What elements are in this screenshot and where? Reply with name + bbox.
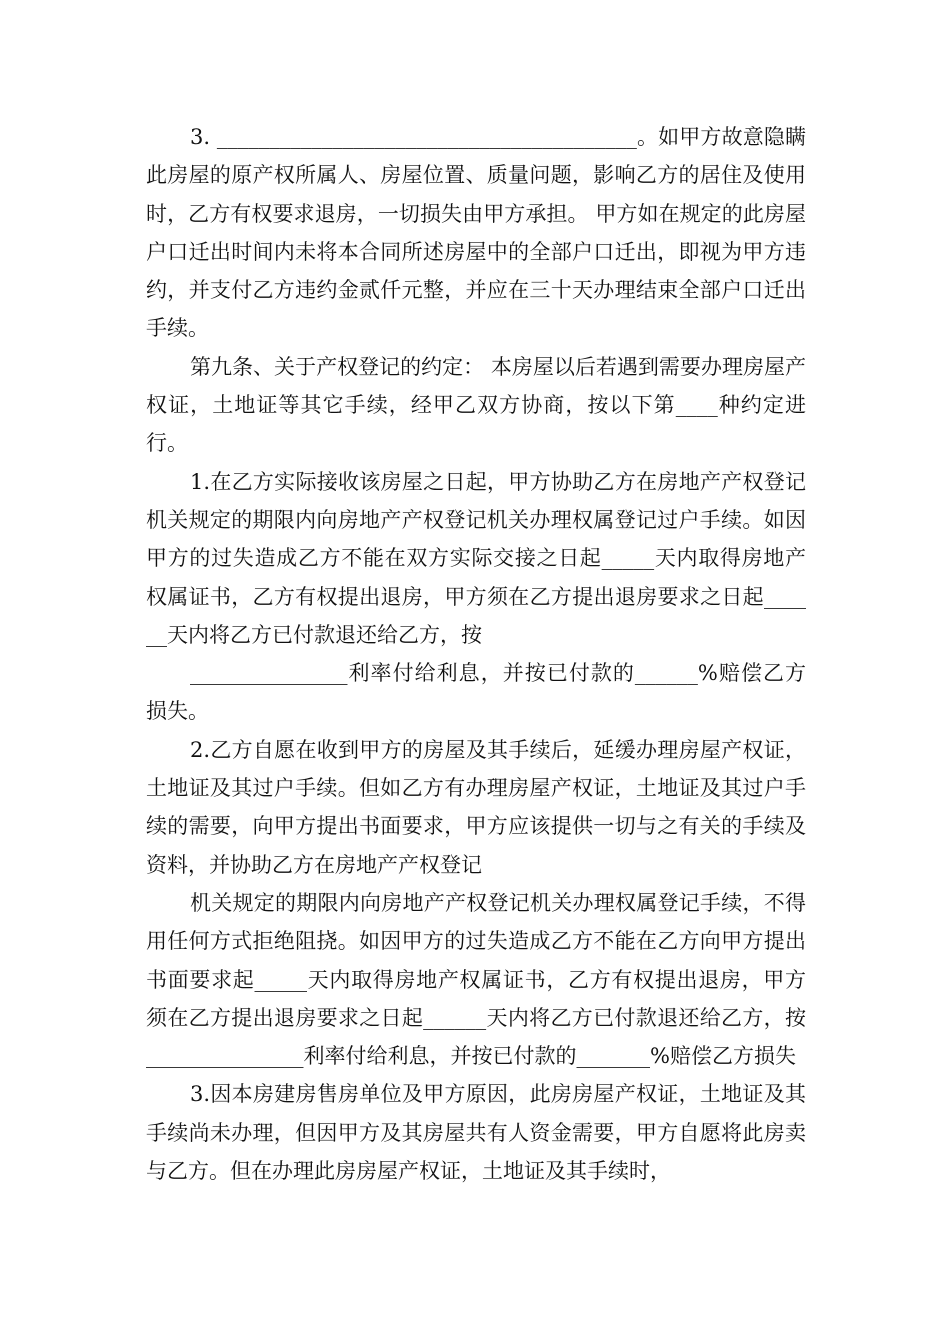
clause-paragraph: 2.乙方自愿在收到甲方的房屋及其手续后，延缓办理房屋产权证，土地证及其过户手续。但如乙方有办理房屋产权证，土地证及其过户手续的需要，向甲方提出书面要求，甲方应该提供一切与之有关的手续及资料，并协助乙方在房地产产权登记 [146, 737, 806, 877]
clause-paragraph: 3.因本房建房售房单位及甲方原因，此房房屋产权证，土地证及其手续尚未办理，但因甲方及其房屋共有人资金需要，甲方自愿将此房卖与乙方。但在办理此房房屋产权证，土地证及其手续时， [146, 1082, 806, 1184]
clause-paragraph: 1.在乙方实际接收该房屋之日起，甲方协助乙方在房地产产权登记机关规定的期限内向房地产产权登记机关办理权属登记过户手续。如因甲方的过失造成乙方不能在双方实际交接之日起_____天内取得房地产权属证书，乙方有权提出退房，甲方须在乙方提出退房要求之日起______天内将乙方已付款退还给乙方，按 [146, 469, 806, 647]
clause-paragraph: 机关规定的期限内向房地产产权登记机关办理权属登记手续，不得用任何方式拒绝阻挠。如因甲方的过失造成乙方不能在乙方向甲方提出书面要求起_____天内取得房地产权属证书，乙方有权提出退房，甲方须在乙方提出退房要求之日起______天内将乙方已付款退还给乙方，按_______________利率付给利息，并按已付款的_______%赔偿乙方损失 [146, 890, 806, 1069]
clause-paragraph: _______________利率付给利息，并按已付款的______%赔偿乙方损失。 [146, 661, 806, 724]
clause-paragraph: 第九条、关于产权登记的约定： 本房屋以后若遇到需要办理房屋产权证，土地证等其它手续，经甲乙双方协商，按以下第____种约定进行。 [146, 354, 806, 456]
document-page [146, 118, 806, 1190]
clause-paragraph: 3. ________________________________________。如甲方故意隐瞒此房屋的原产权所属人、房屋位置、质量问题，影响乙方的居住及使用时，乙方有权要求退房，一切损失由甲方承担。 甲方如在规定的此房屋户口迁出时间内未将本合同所述房屋中的全部户口迁出，即视为甲方违约，并支付乙方违约金贰仟元整，并应在三十天办理结束全部户口迁出手续。 [146, 125, 806, 341]
